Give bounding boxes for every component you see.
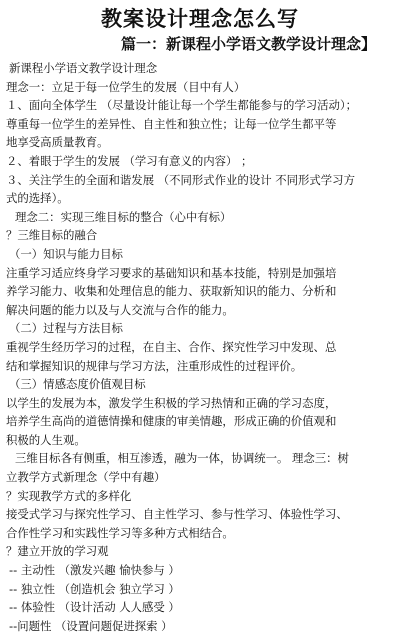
document-title: 教案设计理念怎么写 <box>101 7 299 31</box>
text-line: 合作性学习和实践性学习等多种方式相结合。 <box>6 525 234 540</box>
text-line: ？建立开放的学习观 <box>6 544 109 559</box>
text-line: 重视学生经历学习的过程，在自主、合作、探究性学习中发现、总 <box>6 339 337 354</box>
text-line: １、面向全体学生 （尽量设计能让每一个学生都能参与的学习活动）； <box>6 98 358 113</box>
text-line: 注重学习适应终身学习要求的基础知识和基本技能，特别是加强培 <box>6 265 337 280</box>
text-line: 尊重每一位学生的差异性、自主性和独立性；让每一位学生都平等 <box>6 116 337 131</box>
text-line: -- 体验性 （设计活动 人人感受 ） <box>9 600 180 615</box>
text-line: -- 主动性 （激发兴趣 愉快参与 ） <box>9 563 180 578</box>
text-line: （二）过程与方法目标 <box>9 321 123 336</box>
text-line: 立教学方式新理念（学中有趣） <box>6 470 166 485</box>
text-line: （一）知识与能力目标 <box>9 246 123 261</box>
text-line: 结和掌握知识的规律与学习方法，注重形成性的过程评价。 <box>6 358 303 373</box>
text-line: 以学生的发展为本，激发学生积极的学习热情和正确的学习态度， <box>6 395 337 410</box>
text-line: -- 独立性 （创造机会 独立学习 ） <box>9 581 180 596</box>
text-line: ？三维目标的融合 <box>6 228 98 243</box>
text-line: 地享受高质量教育。 <box>6 135 109 150</box>
text-line: ２、着眼于学生的发展 （学习有意义的内容） ； <box>6 153 253 168</box>
text-line: （三）情感态度价值观目标 <box>9 377 146 392</box>
text-line: 解决问题的能力以及与人交流与合作的能力。 <box>6 302 234 317</box>
text-line: 三维目标各有侧重，相互渗透，融为一体，协调统一。 理念三：树 <box>15 451 349 466</box>
text-line: 理念一：立足于每一位学生的发展（目中有人） <box>6 79 246 94</box>
text-line: 养学习能力、收集和处理信息的能力、获取新知识的能力、分析和 <box>6 284 337 299</box>
text-line: 理念二：实现三维目标的整合（心中有标） <box>15 209 232 224</box>
text-line: 培养学生高尚的道德情操和健康的审美情趣，形成正确的价值观和 <box>6 414 337 429</box>
text-line: 积极的人生观。 <box>6 432 86 447</box>
text-line: ？实现教学方式的多样化 <box>6 488 132 503</box>
text-line: 接受式学习与探究性学习、自主性学习、参与性学习、体验性学习、 <box>6 507 348 522</box>
text-line: 新课程小学语文教学设计理念 <box>9 61 158 75</box>
section-heading: 篇一：新课程小学语文教学设计理念】 <box>120 35 376 53</box>
document-body <box>6 59 394 635</box>
text-line: --问题性 （设置问题促进探索 ） <box>9 618 173 633</box>
text-line: 式的选择）。 <box>6 191 69 206</box>
text-line: ３、关注学生的全面和谐发展 （不同形式作业的设计 不同形式学习方 <box>6 172 355 187</box>
